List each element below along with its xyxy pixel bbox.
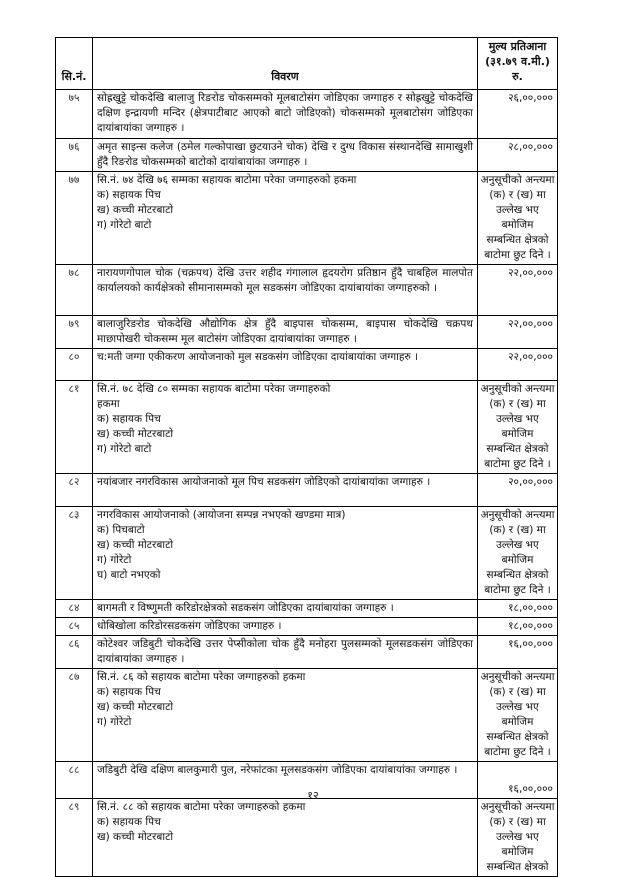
description-line: सि.नं. ८६ को सहायक बाटोमा परेका जग्गाहरुको हकमा (97, 671, 306, 683)
serial-number: ८६ (56, 636, 93, 669)
description-line: बालाजुरिङरोड चोकदेखि औद्योगिक क्षेत्र हुँदै बाइपास चोकसम्म, बाइपास चोकदेखि चक्रपथ माछापोखरी चोकसम्म मूल बाटोसंग जोडिएका दायांबायांका जग्गाहरु । (97, 318, 473, 345)
description-line: ग) गोरेटो बाटो (97, 219, 152, 231)
table-row (56, 669, 558, 762)
value-cell (478, 349, 558, 381)
description-line: ख) कच्ची मोटरबाटो (97, 204, 174, 216)
value-cell (478, 265, 558, 316)
description-line: नगरविकास आयोजनाको (आयोजना सम्पन्न नभएको खण्डमा मात्र) (97, 509, 346, 521)
description-cell (93, 90, 478, 139)
table-row (56, 636, 558, 669)
description-cell (93, 381, 478, 474)
discount-note-line: अनुसूचीको अन्त्यमा (क) र (ख) मा (480, 174, 555, 201)
value-amount: १६,००,००० (508, 638, 553, 650)
discount-note-line: अनुसूचीको अन्त्यमा (क) र (ख) मा (480, 671, 555, 698)
description-line: सि.नं. ७४ देखि ७६ सम्मका सहायक बाटोमा परेका जग्गाहरुको हकमा (97, 174, 357, 186)
discount-note-line: सम्बन्धित क्षेत्रको (486, 731, 549, 743)
value-amount: २०,००,००० (508, 476, 553, 488)
discount-note-line: बाटोमा छुट दिने । (484, 458, 551, 470)
description-cell (93, 316, 478, 349)
description-line: नयांबजार नगरविकास आयोजनाको मूल पिच सडकसंग जोडिएको दायांबायांका जग्गाहरु । (97, 476, 431, 488)
discount-note-cell (478, 507, 558, 600)
description-line: ग) गोरेटो (97, 554, 132, 566)
description-cell (93, 507, 478, 600)
serial-number: ७५ (56, 90, 93, 139)
value-amount: २२,००,००० (508, 351, 553, 363)
description-cell (93, 636, 478, 669)
description-line: च:मती जग्गा एकीकरण आयोजनाको मुल सडकसंग जोडिएका दायांबायांका जग्गाहरु । (97, 351, 419, 363)
table-row (56, 172, 558, 265)
value-cell (478, 139, 558, 172)
description-line: ख) कच्ची मोटरबाटो (97, 539, 174, 551)
table-row (56, 600, 558, 618)
serial-number: ८७ (56, 669, 93, 762)
value-amount: १८,००,००० (508, 602, 553, 614)
discount-note-line: बाटोमा छुट दिने । (484, 584, 551, 596)
serial-number: ८५ (56, 618, 93, 636)
serial-number: ८० (56, 349, 93, 381)
discount-note-line: अनुसूचीको अन्त्यमा (क) र (ख) मा (480, 383, 555, 410)
value-cell (478, 618, 558, 636)
description-line: नारायणगोपाल चोक (चक्रपथ) देखि उत्तर शहीद गंगालाल हृदयरोग प्रतिष्ठान हुँदै चाबहिल मालपोत कार्यालयको कार्यक्षेत्रको सीमानासम्मको मूल सडकसंग जोडिएका दायांबायांका जग्गाहरुको । (97, 267, 473, 294)
description-line: ग) गोरेटो (97, 716, 132, 728)
value-cell (478, 474, 558, 507)
value-amount: २२,००,००० (508, 267, 553, 279)
serial-number: ७९ (56, 316, 93, 349)
serial-number: ७७ (56, 172, 93, 265)
serial-number: ८८ (56, 762, 93, 799)
description-line: हकमा (97, 398, 120, 410)
header-value (478, 38, 558, 90)
description-line: क) सहायक पिच (97, 189, 161, 201)
description-line: बागमती र विष्णुमती करिडोरक्षेत्रको सडकसंग जोडिएका दायांबायांका जग्गाहरु । (97, 602, 394, 614)
header-value-line2: (३१.७९ व.मी.) रु. (485, 55, 550, 83)
page-number: १२ (307, 789, 319, 802)
discount-note-cell (478, 172, 558, 265)
description-line: अमृत साइन्स कलेज (ठमेल गल्कोपाखा छुटयाउने चोक) देखि र दुग्ध विकास संस्थानदेखि सामाखुशी हुँदै रिङरोड चोकसम्मको बाटोको दायांबायांका जग्गाहरु । (97, 141, 473, 168)
discount-note-line: उल्लेख भए बमोजिम (496, 413, 539, 440)
serial-number: ८३ (56, 507, 93, 600)
value-amount: २८,००,००० (508, 141, 553, 153)
value-amount: २२,००,००० (508, 318, 553, 330)
description-line: सि.नं. ७८ देखि ८० सम्मका सहायक बाटोमा परेका जग्गाहरुको (97, 383, 331, 395)
description-cell (93, 618, 478, 636)
description-line: क) पिचबाटो (97, 524, 145, 536)
discount-note-cell (478, 799, 558, 877)
description-cell (93, 799, 478, 877)
value-amount: १८,००,००० (508, 620, 553, 632)
description-cell (93, 349, 478, 381)
serial-number: ८४ (56, 600, 93, 618)
description-line: ग) गोरेटो बाटो (97, 443, 152, 455)
description-cell (93, 139, 478, 172)
header-description: विवरण (93, 38, 478, 90)
description-line: जडिबुटी देखि दक्षिण बालकुमारी पुल, नरेफांटका मूलसडकसंग जोडिएका दायांबायांका जग्गाहरु । (97, 764, 458, 776)
description-cell (93, 669, 478, 762)
description-cell (93, 265, 478, 316)
discount-note-line: अनुसूचीको अन्त्यमा (क) र (ख) मा (480, 801, 555, 828)
discount-note-line: उल्लेख भए बमोजिम (496, 831, 539, 858)
description-line: क) सहायक पिच (97, 686, 161, 698)
table-row (56, 618, 558, 636)
description-line: कोटेश्वर जडिबुटी चोकदेखि उत्तर पेप्सीकोला चोक हुँदै मनोहरा पुलसम्मको मूलसडकसंग जोडिएका दायांबायांका जग्गाहरु । (97, 638, 473, 665)
table-row (56, 474, 558, 507)
value-amount: १६,००,००० (508, 783, 553, 795)
discount-note-cell (478, 381, 558, 474)
table-row (56, 507, 558, 600)
description-line: धोबिखोला करिडोरसडकसंग जोडिएका जग्गाहरु । (97, 620, 282, 632)
table-header-row (56, 38, 558, 90)
value-cell (478, 90, 558, 139)
discount-note-line: सम्बन्धित क्षेत्रको (486, 443, 549, 455)
description-line: ख) कच्ची मोटरबाटो (97, 428, 174, 440)
description-cell (93, 600, 478, 618)
header-serial-number: सि.नं. (56, 38, 93, 90)
table-row (56, 90, 558, 139)
serial-number: ८२ (56, 474, 93, 507)
discount-note-line: अनुसूचीको अन्त्यमा (क) र (ख) मा (480, 509, 555, 536)
discount-note-line: सम्बन्धित क्षेत्रको (486, 569, 549, 581)
value-amount: २६,००,००० (508, 92, 553, 104)
discount-note-line: बाटोमा छुट दिने । (484, 746, 551, 758)
value-cell (478, 316, 558, 349)
description-line: क) सहायक पिच (97, 816, 161, 828)
serial-number: ७६ (56, 139, 93, 172)
description-cell (93, 172, 478, 265)
header-value-line1: मुल्य प्रतिआना (488, 40, 547, 53)
discount-note-line: बाटोमा छुट दिने । (484, 249, 551, 261)
description-line: क) सहायक पिच (97, 413, 161, 425)
discount-note-line: सम्बन्धित क्षेत्रको (486, 861, 549, 873)
discount-note-line: सम्बन्धित क्षेत्रको (486, 234, 549, 246)
description-cell (93, 474, 478, 507)
serial-number: ८१ (56, 381, 93, 474)
table-row (56, 265, 558, 316)
discount-note-line: उल्लेख भए बमोजिम (496, 539, 539, 566)
discount-note-cell (478, 669, 558, 762)
table-row (56, 349, 558, 381)
table-row (56, 381, 558, 474)
description-line: ख) कच्ची मोटरबाटो (97, 831, 174, 843)
value-cell (478, 636, 558, 669)
table-row (56, 316, 558, 349)
serial-number: ७८ (56, 265, 93, 316)
land-valuation-table (55, 37, 558, 877)
discount-note-line: उल्लेख भए बमोजिम (496, 204, 539, 231)
value-cell (478, 600, 558, 618)
serial-number: ८९ (56, 799, 93, 877)
discount-note-line: उल्लेख भए बमोजिम (496, 701, 539, 728)
description-line: घ) बाटो नभएको (97, 569, 161, 581)
description-line: सि.नं. ८८ को सहायक बाटोमा परेका जग्गाहरुको हकमा (97, 801, 306, 813)
description-line: सोह्रखुट्टे चोकदेखि बालाजु रिङरोड चोकसम्मको मूलबाटोसंग जोडिएका जग्गाहरु र सोह्रखुट्टे चोकदेखि दक्षिण इन्द्रायणी मन्दिर (क्षेत्रपाटीबाट आएको बाटो जोडिएको) चोकसम्मको मूलबाटोसंग जोडिएका दायांबायांका जग्गाहरु । (97, 92, 473, 134)
table-row (56, 799, 558, 877)
table-row (56, 139, 558, 172)
description-line: ख) कच्ची मोटरबाटो (97, 701, 174, 713)
